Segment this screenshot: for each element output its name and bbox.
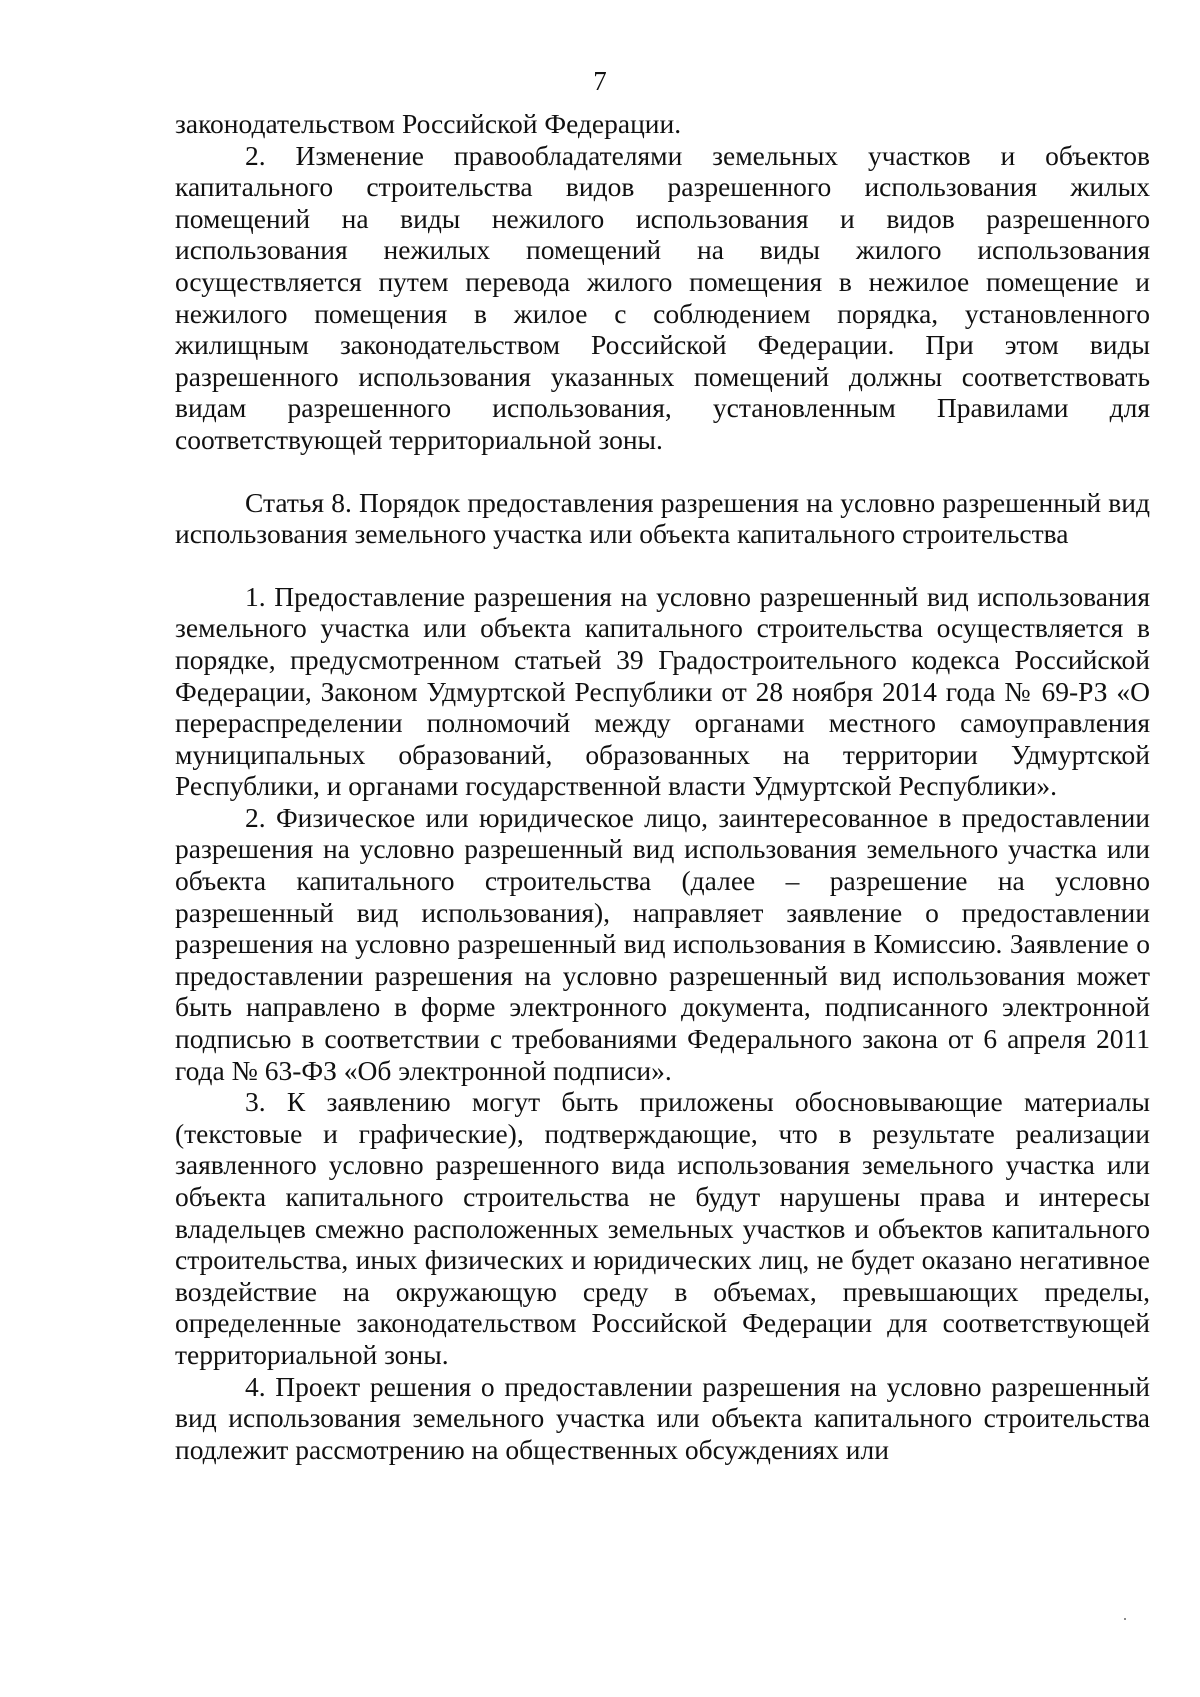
spacer [175, 550, 1150, 581]
paragraph-8-2: 2. Физическое или юридическое лицо, заинтересованное в предоставлении разрешения на условно разрешенный вид использования земельного участка или объекта капитального строительства (далее – разрешение на условно разрешенный вид использования), направляет заявление о предоставлении разрешения на условно разрешенный вид использования в Комиссию. Заявление о предоставлении разрешения на условно разрешенный вид использования может быть направлено в форме электронного документа, подписанного электронной подписью в соответствии с требованиями Федерального закона от 6 апреля 2011 года № 63-ФЗ «Об электронной подписи». [175, 801, 1150, 1086]
paragraph-8-3: 3. К заявлению могут быть приложены обосновывающие материалы (текстовые и графические), подтверждающие, что в результате реализации заявленного условно разрешенного вида использования земельного участка или объекта капитального строительства не будут нарушены права и интересы владельцев смежно расположенных земельных участков и объектов капитального строительства, иных физических и юридических лиц, не будет оказано негативное воздействие на окружающую среду в объемах, превышающих пределы, определенные законодательством Российской Федерации для соответствующей территориальной зоны. [175, 1086, 1150, 1370]
paragraph-7-2: 2. Изменение правообладателями земельных участков и объектов капитального строительства видов разрешенного использования жилых помещений на виды нежилого использования и видов разрешенного использования нежилых помещений на виды жилого использования осуществляется путем перевода жилого помещения в нежилое помещение и нежилого помещения в жилое с соблюдением порядка, установленного жилищным законодательством Российской Федерации. При этом виды разрешенного использования указанных помещений должны соответствовать видам разрешенного использования, установленным Правилами для соответствующей территориальной зоны. [175, 139, 1150, 455]
document-body [175, 108, 1150, 1465]
paragraph-8-1: 1. Предоставление разрешения на условно разрешенный вид использования земельного участка или объекта капитального строительства осуществляется в порядке, предусмотренном статьей 39 Градостроительного кодекса Российской Федерации, Законом Удмуртской Республики от 28 ноября 2014 года № 69-РЗ «О перераспределении полномочий между органами местного самоуправления муниципальных образований, образованных на территории Удмуртской Республики, и органами государственной власти Удмуртской Республики». [175, 580, 1150, 802]
spacer [175, 456, 1150, 487]
article-heading: Статья 8. Порядок предоставления разрешения на условно разрешенный вид использования земельного участка или объекта капитального строительства [175, 486, 1150, 550]
scan-speck [1124, 1618, 1126, 1620]
page-number: 7 [593, 66, 607, 96]
paragraph-continuation: законодательством Российской Федерации. [175, 108, 682, 139]
paragraph-8-4: 4. Проект решения о предоставлении разрешения на условно разрешенный вид использования земельного участка или объекта капитального строительства подлежит рассмотрению на общественных обсуждениях или [175, 1370, 1150, 1465]
